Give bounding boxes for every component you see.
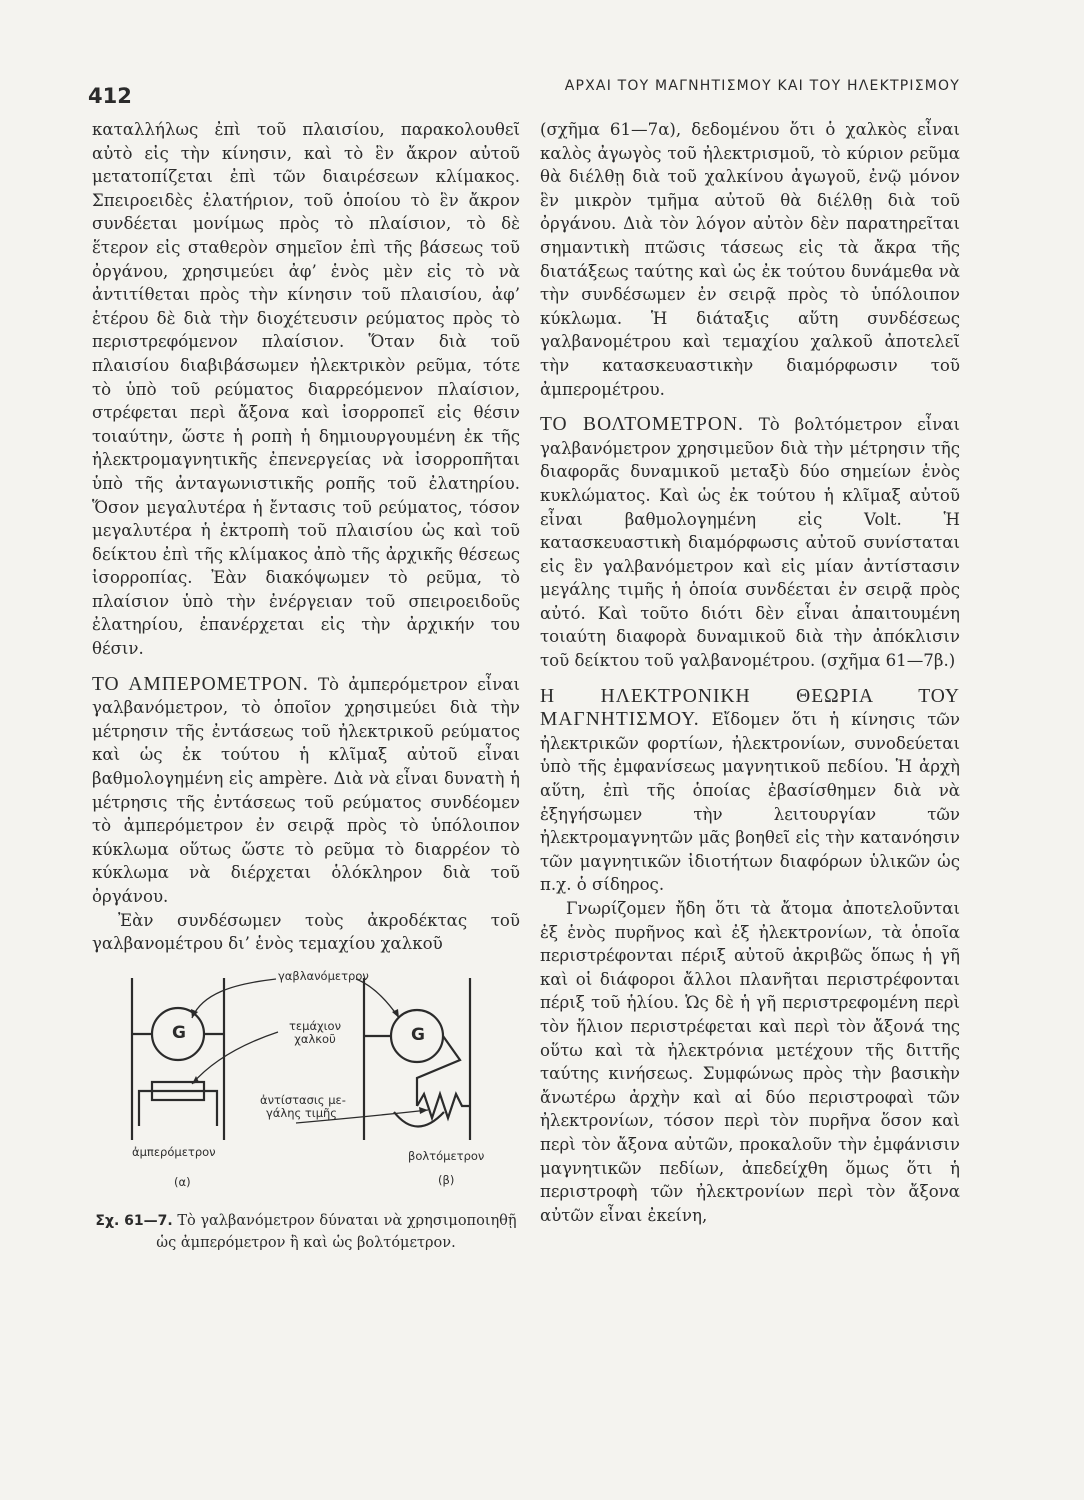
- left-paragraph-2: Τὸ ἀμπερόμετρον εἶναι γαλβανόμετρον, τὸ ὁποῖον χρησιμεύει διὰ τὴν μέτρησιν τῆς ἐντάσεως τοῦ ἠλεκτρικοῦ ρεύματος καὶ ὡς ἐκ τούτου ἡ κλῖμαξ αὐτοῦ εἶναι βαθμολογημένη εἰς ampère. Διὰ νὰ εἶναι δυνατὴ ἡ μέτρησις τῆς ἐντάσεως τοῦ ρεύματος συνδέομεν τὸ ἀμπερόμετρον ἐν σειρᾷ πρὸς τὸ ὑπόλοιπον κύκλωμα οὕτως ὥστε τὸ ρεῦμα τὸ διαρρέον τὸ κύκλωμα νὰ διέρχεται ὁλόκληρον διὰ τοῦ ὀργάνου.: [92, 674, 520, 906]
- right-paragraph-2: Τὸ βολτόμετρον εἶναι γαλβανόμετρον χρησιμεῦον διὰ τὴν μέτρησιν τῆς διαφορᾶς δυναμικοῦ μεταξὺ δύο σημείων ἑνὸς κυκλώματος. Καὶ ὡς ἐκ τούτου ἡ κλῖμαξ αὐτοῦ εἶναι βαθμολογημένη εἰς Volt. Ἡ κατασκευαστικὴ διαμόρφωσις αὐτοῦ συνίσταται εἰς ἓν γαλβανόμετρον καὶ εἰς μίαν ἀντίστασιν μεγάλης τιμῆς ἡ ὁποία συνδέεται ἐν σειρᾷ πρὸς αὐτό. Καὶ τοῦτο διότι δὲν εἶναι ἀπαιτουμένη τοιαύτη διαφορὰ δυναμικοῦ διὰ τὴν ἀπόκλισιν τοῦ δείκτου τοῦ γαλβανομέτρου. (σχῆμα 61—7β.): [540, 415, 960, 671]
- circuit-diagrams: [92, 966, 520, 1206]
- arrow-to-copper-piece: [192, 1032, 278, 1084]
- caption-text: Τὸ γαλβανόμετρον δύναται νὰ χρησιμοποιηθῇ ὡς ἀμπερόμετρον ἢ καὶ ὡς βολτόμετρον.: [156, 1212, 517, 1251]
- galvanometer-symbol-b: G: [411, 1024, 425, 1045]
- voltmeter-resistor-zigzag: [417, 1094, 470, 1118]
- right-column: [540, 118, 960, 1227]
- voltmeter-curve: [394, 1112, 444, 1127]
- label-voltmeter: βολτόμετρον: [408, 1148, 485, 1163]
- heading-voltmeter: ΤΟ ΒΟΛΤΟΜΕΤΡΟΝ.: [540, 414, 744, 436]
- label-copper-piece: τεμάχιον χαλκοῦ: [288, 1018, 342, 1046]
- left-column: [92, 118, 520, 1272]
- label-ammeter: ἀμπερόμετρον: [132, 1144, 216, 1159]
- figure-caption: [92, 1210, 520, 1254]
- caption-number: Σχ. 61—7.: [95, 1212, 173, 1229]
- label-b: (β): [438, 1172, 455, 1187]
- figure-ammeter-voltmeter: [92, 966, 520, 1272]
- heading-ammeter: ΤΟ ΑΜΠΕΡΟΜΕΤΡΟΝ.: [92, 673, 309, 695]
- page-number: 412: [88, 84, 132, 108]
- arrow-to-galvanometer-a: [192, 979, 276, 1018]
- right-paragraph-1: (σχῆμα 61—7α), δεδομένου ὅτι ὁ χαλκὸς εἶναι καλὸς ἀγωγὸς τοῦ ἠλεκτρισμοῦ, τὸ κύριον ρεῦμα θὰ διέλθῃ διὰ τοῦ χαλκίνου ἀγωγοῦ, ἐνῷ μόνον ἓν μικρὸν τμῆμα αὐτοῦ θὰ διέλθῃ διὰ τοῦ ὀργάνου. Διὰ τὸν λόγον αὐτὸν δὲν παρατηρεῖται σημαντικὴ πτῶσις τάσεως εἰς τὰ ἄκρα τῆς διατάξεως ταύτης καὶ ὡς ἐκ τούτου δυνάμεθα νὰ τὴν συνδέσωμεν ἐν σειρᾷ πρὸς τὸ ὑπόλοιπον κύκλωμα. Ἡ διάταξις αὕτη συνδέσεως γαλβανομέτρου καὶ τεμαχίου χαλκοῦ ἀποτελεῖ τὴν κατασκευαστικὴν διαμόρφωσιν τοῦ ἀμπερομέτρου.: [540, 120, 960, 399]
- right-paragraph-4: Γνωρίζομεν ἤδη ὅτι τὰ ἄτομα ἀποτελοῦνται ἐξ ἑνὸς πυρῆνος καὶ ἐξ ἠλεκτρονίων, τὰ ὁποῖα περιστρέφονται πέριξ αὐτοῦ ἀκριβῶς ὅπως ἡ γῆ καὶ οἱ διάφοροι ἄλλοι πλανῆται περιστρέφονται πέριξ τοῦ ἡλίου. Ὡς δὲ ἡ γῆ περιστρεφομένη περὶ τὸν ἥλιον περιστρέφεται καὶ περὶ τὸν ἄξονά της οὕτω καὶ τὰ ἠλεκτρόνια μετέχουν τῆς διττῆς ταύτης κινήσεως. Συμφώνως πρὸς τὴν βασικὴν ἄνωτέρω ἀρχὴν καὶ αἱ δύο περιστροφαὶ τῶν ἠλεκτρονίων, τόσον περὶ τὸν πυρῆνα ὅσον καὶ περὶ τὸν ἄξονα αὐτῶν, προκαλοῦν τὴν ἐμφάνισιν μαγνητικῶν πεδίων, ἀπεδείχθη ὅμως ὅτι ἡ περιστροφὴ τῶν ἠλεκτρονίων περὶ τὸν ἄξονα αὐτῶν εἶναι ἐκείνη,: [540, 899, 960, 1225]
- label-high-resistance: ἀντίστασις με- γάλης τιμῆς: [260, 1092, 346, 1120]
- left-paragraph-3: Ἐὰν συνδέσωμεν τοὺς ἀκροδέκτας τοῦ γαλβανομέτρου δι’ ἑνὸς τεμαχίου χαλκοῦ: [92, 910, 520, 954]
- left-paragraph-1: καταλλήλως ἐπὶ τοῦ πλαισίου, παρακολουθεῖ αὐτὸ εἰς τὴν κίνησιν, καὶ τὸ ἓν ἄκρον αὐτοῦ μετατοπίζεται ἐπὶ τῶν διαιρέσεων κλίμακος. Σπειροειδὲς ἐλατήριον, τοῦ ὁποίου τὸ ἓν ἄκρον συνδέεται μονίμως πρὸς τὸ πλαίσιον, τὸ δὲ ἕτερον εἰς σταθερὸν σημεῖον ἐπὶ τῆς βάσεως τοῦ ὀργάνου, χρησιμεύει ἀφ’ ἑνὸς μὲν εἰς τὸ νὰ ἀντιτίθεται πρὸς τὴν κίνησιν τοῦ πλαισίου, ἀφ’ ἑτέρου δὲ διὰ τὴν διοχέτευσιν ρεύματος πρὸς τὸ περιστρεφόμενον πλαίσιον. Ὅταν διὰ τοῦ πλαισίου διαβιβάσωμεν ἠλεκτρικὸν ρεῦμα, τότε τὸ ὑπὸ τοῦ ρεύματος διαρρεόμενον πλαίσιον, στρέφεται περὶ ἄξονα καὶ ἰσορροπεῖ εἰς θέσιν τοιαύτην, ὥστε ἡ ροπὴ ἡ δημιουργουμένη ἐκ τῆς ἠλεκτρομαγνητικῆς ἐπενεργείας νὰ ἰσορροπῆται ὑπὸ τῆς ἀνταγωνιστικῆς ροπῆς τοῦ ἐλατηρίου. Ὅσον μεγαλυτέρα ἡ ἔντασις τοῦ ρεύματος, τόσον μεγαλυτέρα ἡ ἐκτροπὴ τοῦ πλαισίου ὡς καὶ τοῦ δείκτου ἐπὶ τῆς κλίμακος ἀπὸ τῆς ἀρχικῆς θέσεως ἰσορροπίας. Ἐὰν διακόψωμεν τὸ ρεῦμα, τὸ πλαίσιον ὑπὸ τὴν ἐνέργειαν τοῦ σπειροειδοῦς ἐλατηρίου, ἐπανέρχεται εἰς τὴν ἀρχικήν του θέσιν.: [92, 120, 520, 659]
- label-a: (α): [174, 1174, 191, 1189]
- galvanometer-symbol-a: G: [172, 1022, 186, 1043]
- running-title: ΑΡΧΑΙ ΤΟΥ ΜΑΓΝΗΤΙΣΜΟΥ ΚΑΙ ΤΟΥ ΗΛΕΚΤΡΙΣΜΟΥ: [564, 78, 960, 94]
- label-galvanometer: γαβλανόμετρον: [278, 968, 369, 983]
- right-paragraph-3: Εἴδομεν ὅτι ἡ κίνησις τῶν ἠλεκτρικῶν φορτίων, ἠλεκτρονίων, συνοδεύεται ὑπὸ τῆς ἐμφανίσεως μαγνητικοῦ πεδίου. Ἡ ἀρχὴ αὕτη, ἐπὶ τῆς ὁποίας ἐβασίσθημεν διὰ νὰ ἐξηγήσωμεν τὴν λειτουργίαν τῶν ἠλεκτρομαγνητῶν μᾶς βοηθεῖ εἰς τὴν κατανόησιν τῶν μαγνητικῶν ἰδιοτήτων διαφόρων ὑλικῶν ὡς π.χ. ὁ σίδηρος.: [540, 710, 960, 895]
- heading-electron-theory: Η ΗΛΕΚΤΡΟΝΙΚΗ ΘΕΩΡΙΑ ΤΟΥ ΜΑΓΝΗΤΙΣΜΟΥ.: [540, 685, 960, 731]
- ammeter-copper-shunt: [139, 1091, 217, 1126]
